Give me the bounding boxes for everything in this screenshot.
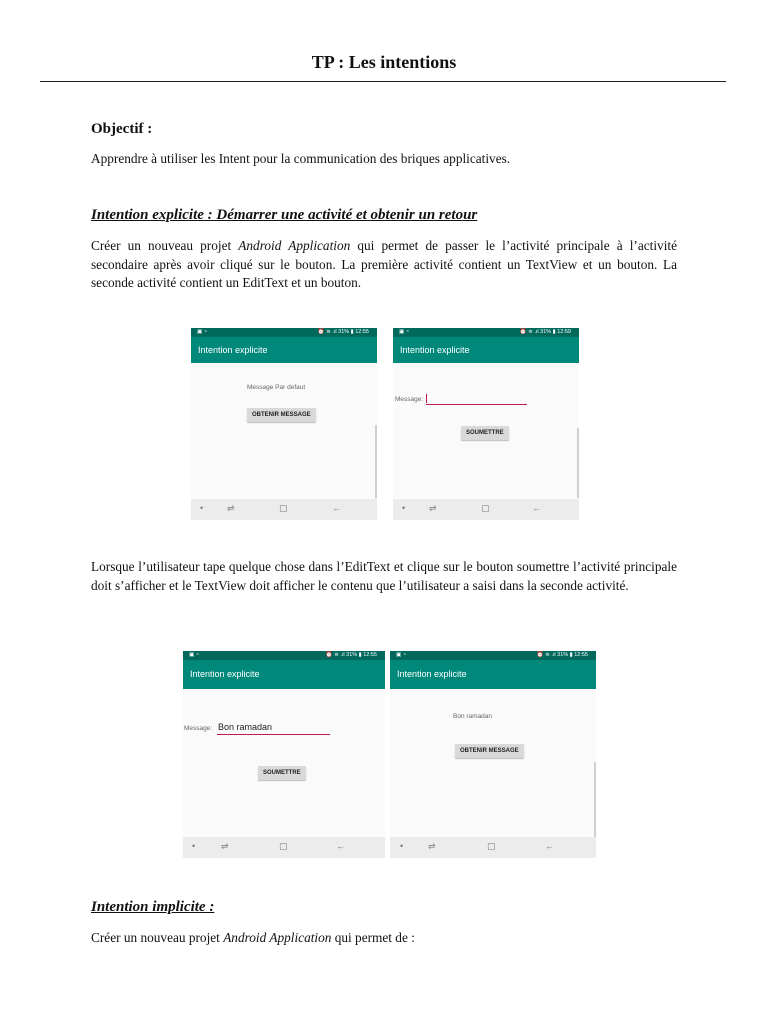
status-bar (191, 328, 377, 337)
message-edittext[interactable] (217, 722, 330, 735)
app-bar-title: Intention explicite (183, 660, 385, 689)
back-arrow-icon[interactable]: ← (545, 841, 554, 851)
home-square-icon[interactable]: ▢ (279, 841, 288, 851)
message-edittext[interactable] (426, 392, 527, 405)
section2-paragraph-italic: Android Application (223, 930, 332, 945)
objectif-text: Apprendre à utiliser les Intent pour la communication des briques applicatives. (91, 151, 511, 166)
home-square-icon[interactable]: ▢ (487, 841, 496, 851)
status-bar (183, 651, 385, 660)
scrollbar (594, 762, 596, 837)
notification-icons: ▣ ◔ (399, 329, 410, 335)
section1-heading: Intention explicite : Démarrer une activité et obtenir un retour (91, 207, 478, 223)
message-label: Message: (184, 725, 213, 732)
message-textview: Message Par defaut (247, 384, 306, 391)
app-bar-title: Intention explicite (393, 337, 579, 363)
dot-icon[interactable]: • (200, 503, 204, 513)
obtenir-message-button[interactable]: OBTENIR MESSAGE (455, 744, 524, 758)
message-label: Message: (395, 396, 424, 403)
status-indicators: ⏰ ≋ .ıl 31% ▮ 12:59 (519, 329, 571, 335)
section1-paragraph-2: Lorsque l’utilisateur tape quelque chose dans l’EditText et clique sur le bouton soumettre l’activité principale doit s’afficher et le TextView doit afficher le contenu que l’utilisateur a saisi dans la seconde activité. (91, 559, 677, 593)
recent-apps-icon[interactable]: ⇌ (221, 841, 229, 851)
page-title: TP : Les intentions (311, 52, 457, 72)
section1-paragraph-text: Créer un nouveau projet (91, 238, 239, 253)
section1-paragraph (91, 237, 677, 293)
dot-icon[interactable]: • (192, 841, 196, 851)
status-bar (393, 328, 579, 337)
phone-screenshot-secondary-filled (183, 651, 385, 858)
nav-bar (390, 837, 596, 858)
phone-screenshot-secondary-empty (393, 328, 579, 520)
back-arrow-icon[interactable]: ← (532, 503, 541, 513)
section2-paragraph-text: Créer un nouveau projet (91, 930, 224, 945)
recent-apps-icon[interactable]: ⇌ (227, 503, 235, 513)
notification-icons: ▣ ◔ (189, 652, 200, 658)
obtenir-message-button[interactable]: OBTENIR MESSAGE (247, 408, 316, 422)
section2-paragraph (91, 929, 677, 948)
home-square-icon[interactable]: ▢ (481, 503, 490, 513)
soumettre-button[interactable]: SOUMETTRE (258, 766, 306, 780)
phone-screenshot-main-default (191, 328, 377, 520)
section1-paragraph-italic: Android Application (238, 238, 351, 253)
nav-bar (183, 837, 385, 858)
notification-icons: ▣ ◔ (396, 652, 407, 658)
message-edittext-value: Bon ramadan (218, 722, 273, 732)
objectif-heading: Objectif : (91, 121, 153, 137)
recent-apps-icon[interactable]: ⇌ (428, 841, 436, 851)
dot-icon[interactable]: • (400, 841, 404, 851)
back-arrow-icon[interactable]: ← (332, 503, 341, 513)
title-divider (40, 81, 726, 82)
nav-bar (191, 499, 377, 520)
nav-bar (393, 499, 579, 520)
app-bar-title: Intention explicite (390, 660, 596, 689)
notification-icons: ▣ ◔ (197, 329, 208, 335)
soumettre-button[interactable]: SOUMETTRE (461, 426, 509, 440)
section2-heading: Intention implicite : (91, 899, 215, 915)
status-indicators: ⏰ ≋ .ıl 31% ▮ 12:55 (325, 652, 377, 658)
phone-screenshot-main-result (390, 651, 596, 858)
status-indicators: ⏰ ≋ .ıl 31% ▮ 12:55 (536, 652, 588, 658)
status-indicators: ⏰ ≋ .ıl 31% ▮ 12:55 (317, 329, 369, 335)
section2-paragraph-text-end: qui permet de : (331, 930, 415, 945)
message-textview: Bon ramadan (453, 713, 493, 720)
app-bar-title: Intention explicite (191, 337, 377, 363)
scrollbar (577, 428, 579, 498)
scrollbar (375, 425, 377, 498)
text-cursor (426, 394, 427, 403)
status-bar (390, 651, 596, 660)
home-square-icon[interactable]: ▢ (279, 503, 288, 513)
recent-apps-icon[interactable]: ⇌ (429, 503, 437, 513)
back-arrow-icon[interactable]: ← (336, 841, 345, 851)
dot-icon[interactable]: • (402, 503, 406, 513)
section1-paragraph-text-end: qui permet de passer le l’activité principale à l’activité secondaire après avoir cliqué sur le bouton. La première activité contient un TextView et un bouton. La seconde activité contient un EditText et un bouton. (91, 238, 677, 290)
